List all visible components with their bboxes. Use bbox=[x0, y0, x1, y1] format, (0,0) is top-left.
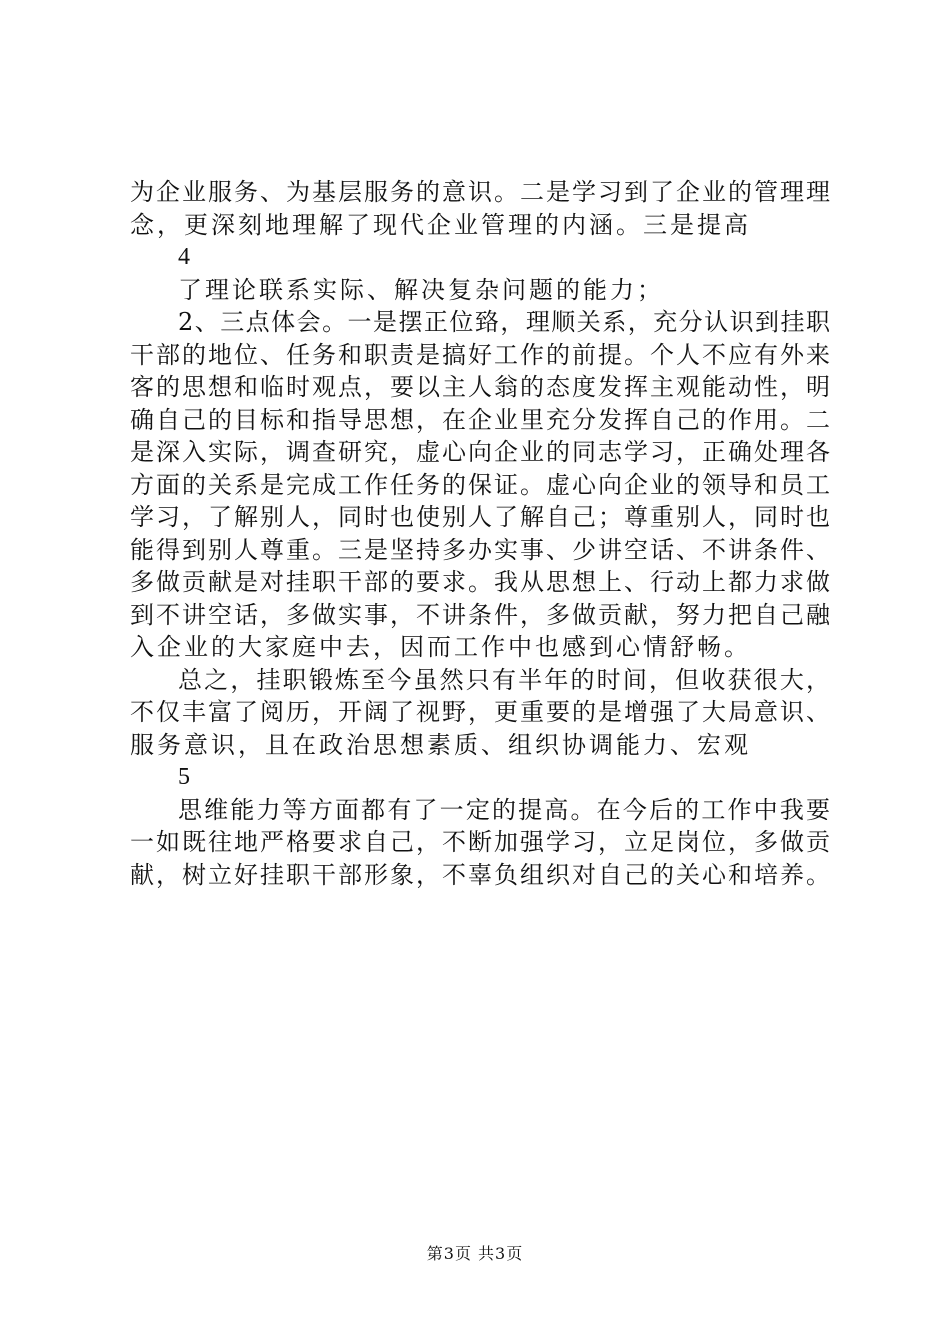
text-line: 是深入实际，调查研究，虚心向企业的同志学习，正确处理各 bbox=[130, 438, 830, 466]
paragraph-start-line: 总之，挂职锻炼至今虽然只有半年的时间，但收获很大， bbox=[178, 665, 830, 694]
text-line: 到不讲空话，多做实事，不讲条件，多做贡献，努力把自己融 bbox=[130, 600, 830, 629]
document-body bbox=[130, 176, 830, 891]
text-line: 念，更深刻地理解了现代企业管理的内涵。三是提高 bbox=[130, 210, 751, 239]
text-line: 多做贡献是对挂职干部的要求。我从思想上、行动上都力求做 bbox=[130, 568, 830, 596]
text-line: 干部的地位、任务和职责是搞好工作的前提。个人不应有外来 bbox=[130, 340, 830, 369]
page-marker: 4 bbox=[178, 244, 190, 270]
text-line: 一如既往地严格要求自己，不断加强学习，立足岗位，多做贡 bbox=[130, 828, 830, 856]
text-line: 不仅丰富了阅历，开阔了视野，更重要的是增强了大局意识、 bbox=[130, 698, 830, 726]
text-line: 学习，了解别人，同时也使别人了解自己；尊重别人，同时也 bbox=[130, 503, 830, 531]
text-line: 方面的关系是完成工作任务的保证。虚心向企业的领导和员工 bbox=[130, 470, 830, 499]
paragraph-start-line: 2、三点体会。一是摆正位臵，理顺关系，充分认识到挂职 bbox=[178, 308, 830, 336]
text-line: 确自己的目标和指导思想，在企业里充分发挥自己的作用。二 bbox=[130, 405, 830, 434]
text-line: 了理论联系实际、解决复杂问题的能力； bbox=[178, 275, 664, 304]
text-line: 献，树立好挂职干部形象，不辜负组织对自己的关心和培养。 bbox=[130, 860, 830, 889]
text-line: 为企业服务、为基层服务的意识。二是学习到了企业的管理理 bbox=[130, 178, 830, 206]
page-marker: 5 bbox=[178, 764, 190, 790]
text-line: 服务意识，且在政治思想素质、组织协调能力、宏观 bbox=[130, 730, 751, 759]
text-line: 客的思想和临时观点，要以主人翁的态度发挥主观能动性，明 bbox=[130, 373, 830, 401]
text-line: 入企业的大家庭中去，因而工作中也感到心情舒畅。 bbox=[130, 633, 751, 661]
text-line: 思维能力等方面都有了一定的提高。在今后的工作中我要 bbox=[178, 795, 830, 824]
text-line: 能得到别人尊重。三是坚持多办实事、少讲空话、不讲条件、 bbox=[130, 535, 830, 564]
page-footer: 第3页 共3页 bbox=[426, 1244, 524, 1263]
